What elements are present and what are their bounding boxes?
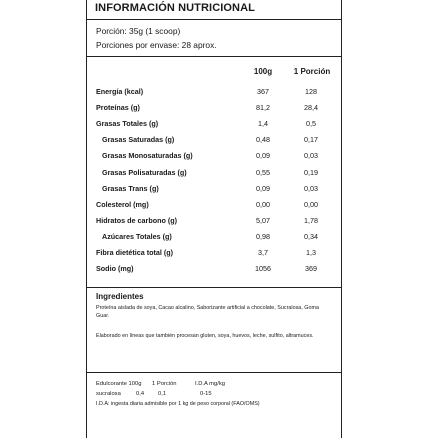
nutrient-value-100g: 1056 [255,264,271,274]
nutrient-name: Grasas Totales (g) [96,119,159,129]
allergen-warning: Elaborado en líneas que también procesan gluten, soya, huevos, leche, sulfito, altramuces. [96,333,314,339]
nutrition-label [86,0,342,438]
nutrient-row [87,232,341,248]
nutrient-value-100g: 3,7 [258,248,268,257]
nutrient-value-portion: 1,3 [306,248,316,257]
nutrient-name: Grasas Polisaturadas (g) [102,167,187,177]
nutrient-value-100g: 367 [257,87,269,96]
nutrient-row [87,151,341,167]
nutrient-name: Sodio (mg) [96,264,134,274]
nutrient-row [87,168,341,184]
sweetener-value-portion: 0,1 [158,391,167,397]
nutrient-value-100g: 0,98 [256,231,270,241]
sweetener-header-row [96,379,341,389]
nutrient-value-portion: 0,34 [304,231,318,241]
sweetener-section [87,373,341,408]
nutrient-value-100g: 0,00 [256,199,270,209]
nutrient-row [87,87,341,103]
column-header-100g: 100g [253,67,273,76]
nutrient-row [87,119,341,135]
nutrient-value-portion: 128 [305,87,317,96]
sweetener-header-col3: I.D.A mg/kg [195,381,225,387]
nutrient-value-100g: 0,55 [256,167,270,177]
nutrient-name: Proteínas (g) [96,103,140,113]
nutrient-row [87,264,341,280]
sweetener-row [96,389,341,399]
nutrient-row [87,103,341,119]
nutrient-name: Colesterol (mg) [96,199,149,209]
nutrient-value-portion: 28,4 [304,103,318,113]
ingredients-section [87,288,341,373]
nutrient-row [87,200,341,216]
label-title: INFORMACIÓN NUTRICIONAL [87,0,341,20]
nutrient-name: Azúcares Totales (g) [102,231,172,241]
nutrient-value-100g: 1,4 [258,119,268,129]
nutrient-value-100g: 81,2 [256,103,270,113]
serving-portion: Porción: 35g (1 scoop) [96,26,181,36]
nutrient-value-portion: 0,03 [304,151,318,161]
nutrient-name: Energía (kcal) [96,87,144,96]
serving-info [87,20,341,57]
sweetener-value-100g: 0,4 [136,391,145,397]
nutrient-value-portion: 0,19 [304,167,318,177]
nutrient-value-portion: 369 [305,264,317,274]
nutrient-name: Hidratos de carbono (g) [96,215,178,225]
nutrient-row [87,135,341,151]
ingredients-title: Ingredientes [96,292,144,301]
sweetener-name: sucralosa [96,391,121,397]
nutrient-value-portion: 0,17 [304,135,318,145]
nutrient-value-portion: 0,00 [304,199,318,209]
nutrient-value-portion: 0,03 [304,183,318,193]
sweetener-header-col1: Edulcorante 100g [96,381,142,387]
nutrient-name: Grasas Monosaturadas (g) [102,151,193,161]
nutrient-value-100g: 0,09 [256,151,270,161]
nutrient-row [87,248,341,264]
nutrient-name: Grasas Trans (g) [102,183,159,193]
nutrient-value-100g: 5,07 [256,215,270,225]
column-header-portion: 1 Porción [293,67,331,76]
sweetener-note: I.D.A: ingesta diaria admisible por 1 kg de peso corporal (FAO/OMS) [96,401,260,407]
nutrient-value-100g: 0,09 [256,183,270,193]
nutrient-value-100g: 0,48 [256,135,270,145]
nutrient-name: Fibra dietética total (g) [96,248,174,257]
servings-per-container: Porciones por envase: 28 aprox. [96,40,217,50]
nutrient-row [87,184,341,200]
nutrient-name: Grasas Saturadas (g) [102,135,175,145]
nutrient-row [87,216,341,232]
ingredients-text: Proteína aislada de soya, Cacao alcalino, Saborizante artificial a chocolate, Sucralosa, Goma Guar. [96,305,319,319]
sweetener-ida: 0-15 [200,391,212,397]
sweetener-header-col2: 1 Porción [152,381,177,387]
nutrition-table [87,57,341,288]
nutrient-value-portion: 0,5 [306,119,316,129]
nutrient-value-portion: 1,78 [304,215,318,225]
